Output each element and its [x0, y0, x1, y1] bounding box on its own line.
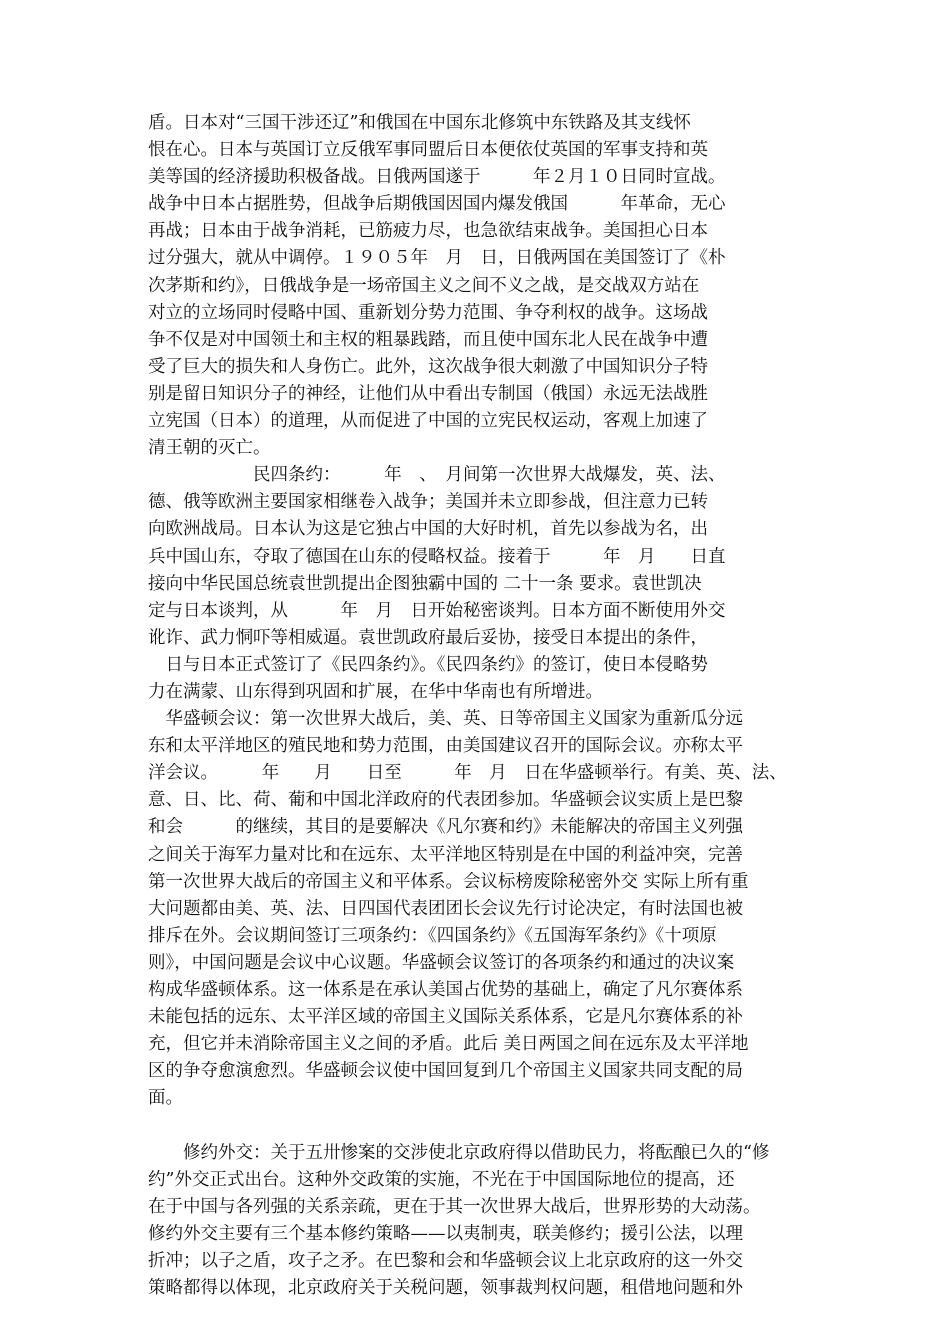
text-line: 和会 的继续，其目的是要解决《凡尔赛和约》未能解决的帝国主义列强 [148, 817, 743, 838]
text-line: 恨在心。日本与英国订立反俄军事同盟后日本便依仗英国的军事支持和英 [148, 140, 708, 161]
text-line: 再战；日本由于战争消耗，已筋疲力尽，也急欲结束战争。美国担心日本 [148, 221, 708, 242]
text-line: 战争中日本占据胜势，但战争后期俄国因国内爆发俄国 年革命，无心 [148, 194, 726, 215]
text-line: 接向中华民国总统袁世凯提出企图独霸中国的 二十一条 要求。袁世凯决 [148, 573, 702, 594]
text-line: 兵中国山东，夺取了德国在山东的侵略权益。接着于 年 月 日直 [148, 546, 726, 567]
paragraph-washington-conference [148, 706, 808, 1112]
text-line: 构成华盛顿体系。这一体系是在承认美国占优势的基础上，确定了凡尔赛体系 [148, 980, 743, 1000]
text-line: 向欧洲战局。日本认为这是它独占中国的大好时机，首先以参战为名，出 [148, 519, 708, 540]
text-line: 修约外交：关于五卅惨案的交涉使北京政府得以借助民力，将酝酿已久的“修 [148, 1142, 770, 1163]
text-line: 讹诈、武力恫吓等相威逼。袁世凯政府最后妥协，接受日本提出的条件， [148, 627, 708, 648]
text-line: 次茅斯和约》，日俄战争是一场帝国主义之间不义之战，是交战双方站在 [148, 275, 700, 296]
text-line: 约”外交正式出台。这种外交政策的实施，不光在于中国国际地位的提高，还 [148, 1169, 735, 1190]
text-line: 面。 [148, 1088, 183, 1109]
text-line: 对立的立场同时侵略中国、重新划分势力范围、争夺利权的战争。这场战 [148, 302, 708, 323]
text-line: 立宪国（日本）的道理，从而促进了中国的立宪民权运动，客观上加速了 [148, 411, 708, 432]
text-line: 未能包括的远东、太平洋区域的帝国主义国际关系体系，它是凡尔赛体系的补 [148, 1007, 743, 1028]
text-line: 过分强大，就从中调停。１９０５年 月 日，日俄两国在美国签订了《朴 [148, 248, 726, 269]
text-line: 折冲；以子之盾，攻子之矛。在巴黎和会和华盛顿会议上北京政府的这一外交 [148, 1250, 743, 1271]
text-line: 在于中国与各列强的关系亲疏，更在于其一次世界大战后，世界形势的大动荡。 [148, 1196, 761, 1217]
text-line: 修约外交主要有三个基本修约策略——以夷制夷，联美修约；援引公法，以理 [148, 1223, 743, 1244]
text-line: 力在满蒙、山东得到巩固和扩展，在华中华南也有所增进。 [148, 681, 603, 702]
text-line: 定与日本谈判，从 年 月 日开始秘密谈判。日本方面不断使用外交 [148, 600, 726, 621]
text-line: 德、俄等欧洲主要国家相继卷入战争；美国并未立即参战，但注意力已转 [148, 492, 708, 513]
text-line: 第一次世界大战后的帝国主义和平体系。会议标榜废除秘密外交 实际上所有重 [148, 871, 749, 892]
text-line: 区的争夺愈演愈烈。华盛顿会议使中国回复到几个帝国主义国家共同支配的局 [148, 1061, 743, 1082]
text-line: 美等国的经济援助积极备战。日俄两国遂于 年２月１０日同时宣战。 [148, 167, 726, 188]
text-line: 争不仅是对中国领土和主权的粗暴践踏，而且使中国东北人民在战争中遭 [148, 329, 708, 350]
text-line: 洋会议。 年 月 日至 年 月 日在华盛顿举行。有美、英、法、 [148, 763, 787, 784]
text-line: 之间关于海军力量对比和在远东、太平洋地区特别是在中国的利益冲突，完善 [148, 844, 743, 865]
text-line: 盾。日本对“三国干涉还辽”和俄国在中国东北修筑中东铁路及其支线怀 [148, 113, 691, 133]
text-line: 别是留日知识分子的神经，让他们从中看出专制国（俄国）永远无法战胜 [148, 383, 708, 404]
text-line: 受了巨大的损失和人身伤亡。此外，这次战争很大刺激了中国知识分子特 [148, 356, 708, 377]
text-line: 华盛顿会议：第一次世界大战后，美、英、日等帝国主义国家为重新瓜分远 [148, 709, 743, 730]
text-line: 日与日本正式签订了《民四条约》。《民四条约》的签订，使日本侵略势 [148, 654, 708, 675]
paragraph-spacer [148, 1112, 808, 1139]
text-line: 东和太平洋地区的殖民地和势力范围，由美国建议召开的国际会议。亦称太平 [148, 736, 743, 757]
paragraph-treaty-revision-diplomacy [148, 1140, 808, 1303]
text-line: 意、日、比、荷、葡和中国北洋政府的代表团参加。华盛顿会议实质上是巴黎 [148, 790, 743, 811]
text-line: 民四条约： 年 、 月间第一次世界大战爆发，英、法、 [148, 465, 726, 486]
text-line: 充，但它并未消除帝国主义之间的矛盾。此后 美日两国之间在远东及太平洋地 [148, 1034, 749, 1055]
paragraph-min-si-treaty [148, 462, 808, 706]
text-line: 清王朝的灭亡。 [148, 438, 271, 459]
text-line: 策略都得以体现，北京政府关于关税问题，领事裁判权问题，租借地问题和外 [148, 1278, 743, 1299]
text-line: 排斥在外。会议期间签订三项条约：《四国条约》《五国海军条约》《十项原 [148, 925, 717, 946]
paragraph-russo-japanese-war [148, 110, 808, 462]
document-page [148, 110, 808, 1302]
text-line: 则》，中国问题是会议中心议题。华盛顿会议签订的各项条约和通过的决议案 [148, 952, 735, 973]
text-line: 大问题都由美、英、法、日四国代表团团长会议先行讨论决定，有时法国也被 [148, 898, 743, 919]
